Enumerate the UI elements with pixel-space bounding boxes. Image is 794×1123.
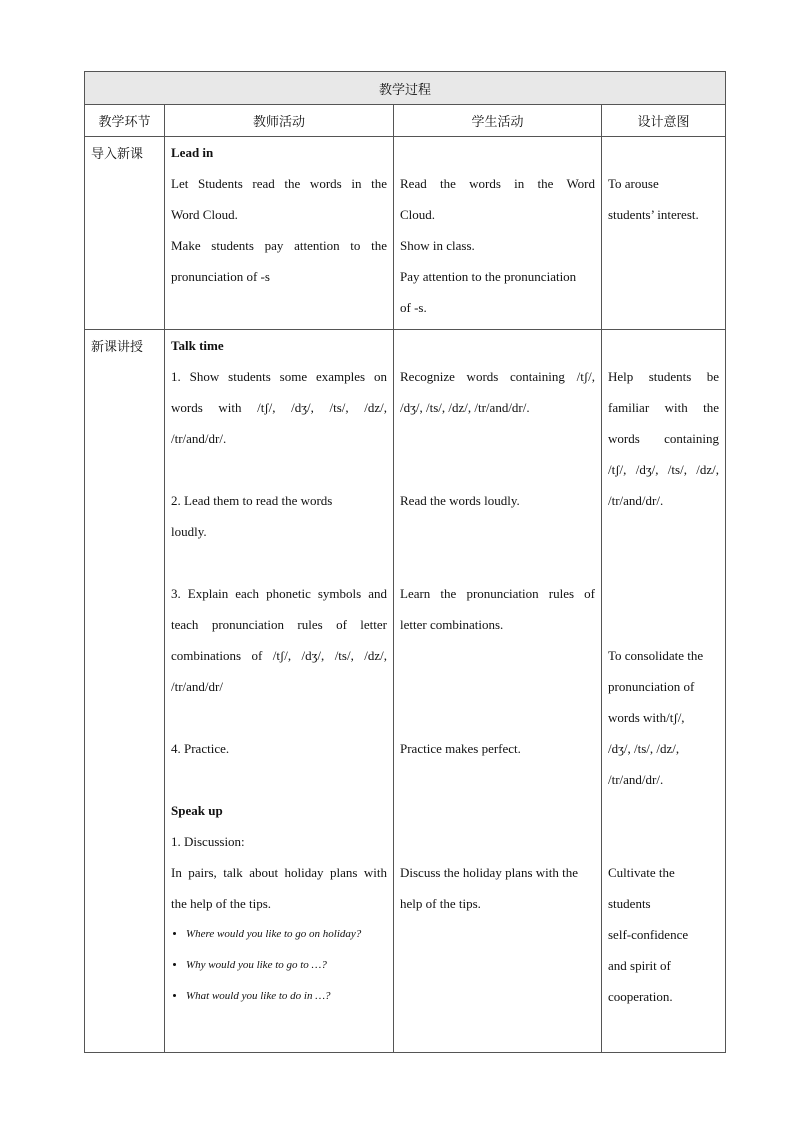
section-heading: Lead in	[171, 145, 214, 160]
purpose-cell-lead-in	[602, 137, 726, 330]
table-row	[85, 330, 726, 1053]
text-line: students	[608, 896, 651, 911]
text-line: Read the words loudly.	[400, 493, 520, 508]
text-line: help of the tips.	[400, 896, 481, 911]
text-line: To arouse	[608, 176, 659, 191]
text-line: familiar with the	[608, 400, 720, 415]
text-line: Read the words in the Word	[400, 176, 595, 191]
text-line: /tʃ/, /dʒ/, /ts/, /dz/,	[608, 462, 720, 477]
text-line: /tr/and/dr/.	[608, 772, 664, 787]
text-line: the help of the tips.	[171, 896, 272, 911]
section-heading: Speak up	[171, 803, 223, 818]
header-student: 学生活动	[394, 105, 602, 137]
text-line: Pay attention to the pronunciation	[400, 269, 577, 284]
lesson-table	[84, 71, 726, 1053]
text-line: Learn the pronunciation rules of	[400, 586, 595, 601]
header-row	[85, 105, 726, 137]
text-line: words containing	[608, 431, 720, 446]
text-line: /dʒ/, /ts/, /dz/, /tr/and/dr/.	[400, 400, 530, 415]
list-item: • Why would you like to go to …?	[186, 950, 387, 981]
text-line: In pairs, talk about holiday plans with	[171, 865, 387, 880]
text-line: and spirit of	[608, 958, 671, 973]
text-line: cooperation.	[608, 989, 673, 1004]
text-line: teach pronunciation rules of letter	[171, 617, 387, 632]
stage-new-lesson: 新课讲授	[85, 330, 165, 1053]
text-line: words with/tʃ/,	[608, 710, 685, 725]
text-line: Word Cloud.	[171, 207, 238, 222]
text-line: Cultivate the	[608, 865, 675, 880]
text-line: Recognize words containing /tʃ/,	[400, 369, 595, 384]
teacher-cell-lead-in	[165, 137, 394, 330]
tips-list	[171, 919, 387, 1012]
list-item: • Where would you like to go on holiday?	[186, 919, 387, 950]
text-line: students’ interest.	[608, 207, 699, 222]
text-line: combinations of /tʃ/, /dʒ/, /ts/, /dz/,	[171, 648, 387, 663]
teacher-cell-new-lesson	[165, 330, 394, 1053]
text-line: Let Students read the words in the	[171, 176, 387, 191]
text-line: To consolidate the	[608, 648, 704, 663]
text-line: 1. Show students some examples on	[171, 369, 387, 384]
text-line: 4. Practice.	[171, 741, 230, 756]
student-cell-new-lesson	[394, 330, 602, 1053]
text-line: Make students pay attention to the	[171, 238, 387, 253]
text-line: /tr/and/dr/.	[608, 493, 664, 508]
text-line: 3. Explain each phonetic symbols and	[171, 586, 387, 601]
stage-lead-in: 导入新课	[85, 137, 165, 330]
section-heading: Talk time	[171, 338, 224, 353]
header-stage: 教学环节	[85, 105, 165, 137]
text-line: 2. Lead them to read the words	[171, 493, 333, 508]
student-cell-lead-in	[394, 137, 602, 330]
text-line: words with /tʃ/, /dʒ/, /ts/, /dz/,	[171, 400, 387, 415]
text-line: Show in class.	[400, 238, 475, 253]
text-line: Discuss the holiday plans with the	[400, 865, 579, 880]
text-line: /tr/and/dr/	[171, 679, 223, 694]
table-title: 教学过程	[85, 72, 726, 105]
text-line: loudly.	[171, 524, 207, 539]
header-purpose: 设计意图	[602, 105, 726, 137]
text-line: self-confidence	[608, 927, 689, 942]
header-teacher: 教师活动	[165, 105, 394, 137]
table-row	[85, 137, 726, 330]
text-line: /dʒ/, /ts/, /dz/,	[608, 741, 680, 756]
text-line: letter combinations.	[400, 617, 504, 632]
text-line: Help students be	[608, 369, 720, 384]
text-line: pronunciation of -s	[171, 269, 270, 284]
text-line: /tr/and/dr/.	[171, 431, 227, 446]
text-line: of -s.	[400, 300, 427, 315]
purpose-cell-new-lesson	[602, 330, 726, 1053]
text-line: Practice makes perfect.	[400, 741, 521, 756]
text-line: Cloud.	[400, 207, 436, 222]
text-line: pronunciation of	[608, 679, 695, 694]
text-line: 1. Discussion:	[171, 834, 245, 849]
list-item: • What would you like to do in …?	[186, 981, 387, 1012]
